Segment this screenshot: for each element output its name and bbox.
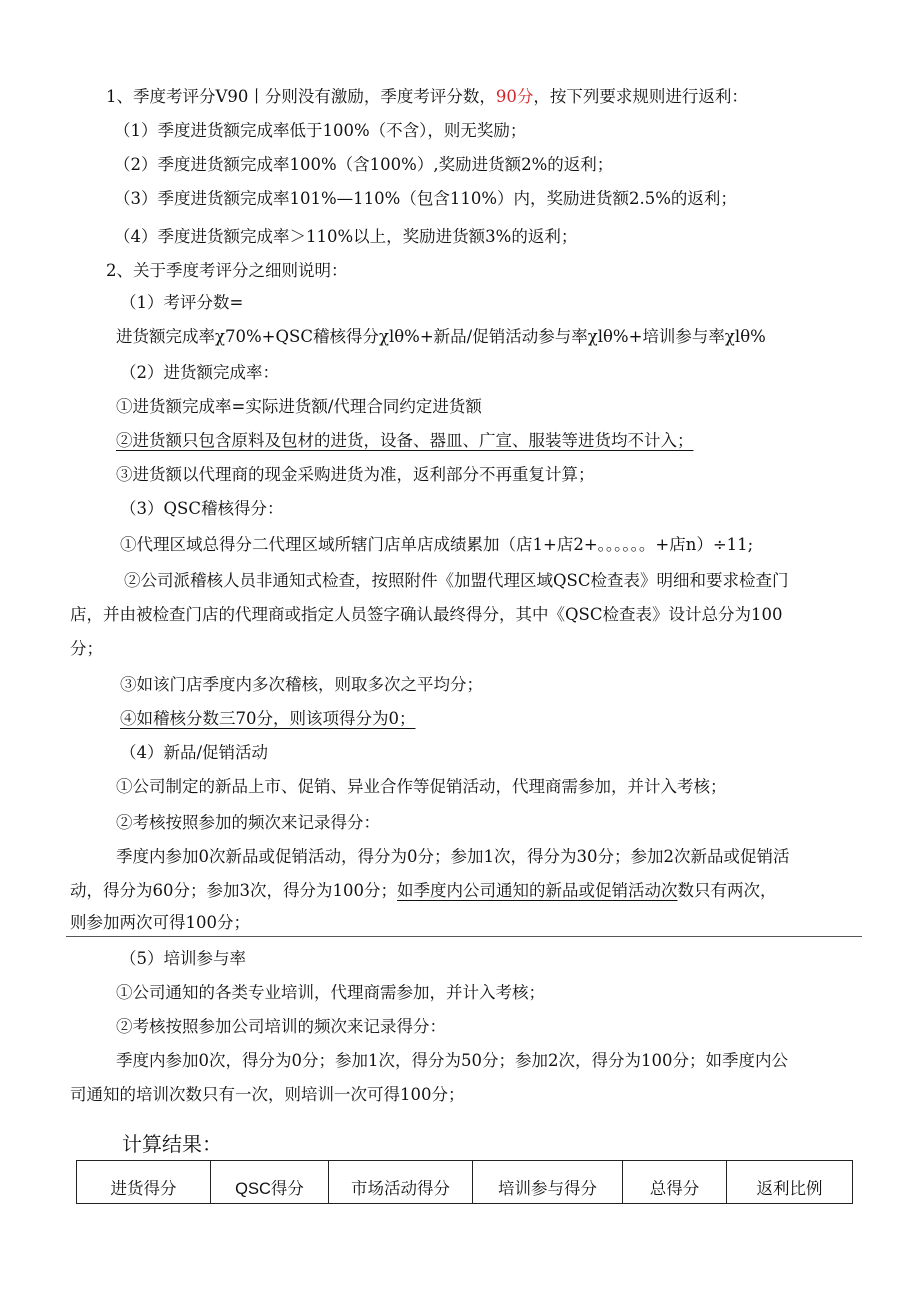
training-item-2: ②考核按照参加公司培训的频次来记录得分： bbox=[116, 1017, 446, 1036]
score-formula: 进货额完成率χ70%+QSC稽核得分χlθ%+新品/促销活动参与率χlθ%+培训参与率χlθ% bbox=[116, 327, 766, 346]
subsection-4-title: （4）新品/促销活动 bbox=[120, 743, 269, 762]
result-header-row bbox=[77, 1161, 853, 1204]
promo-item-2: ②考核按照参加的频次来记录得分： bbox=[116, 813, 380, 832]
qsc-item-2-line-1: ②公司派稽核人员非通知式检查，按照附件《加盟代理区域QSC检查表》明细和要求检查门 bbox=[124, 571, 789, 590]
section-2-heading: 2、关于季度考评分之细则说明： bbox=[106, 261, 348, 280]
training-scoring-line-1: 季度内参加0次，得分为0分；参加1次，得分为50分；参加2次，得分为100分；如季度内公 bbox=[116, 1051, 788, 1070]
rule-item-4: （4）季度进货额完成率＞110%以上，奖励进货额3%的返利； bbox=[114, 227, 578, 246]
promo-scoring-underlined: 如季度内公司通知的新品或促销活动次 bbox=[397, 881, 678, 900]
promo-scoring-line-1: 季度内参加0次新品或促销活动，得分为0分；参加1次，得分为30分；参加2次新品或促销活 bbox=[116, 847, 790, 866]
calculation-result-title: 计算结果： bbox=[122, 1132, 222, 1156]
promo-scoring-plain: 动，得分为60分；参加3次，得分为100分； bbox=[70, 881, 397, 900]
training-item-1: ①公司通知的各类专业培训，代理商需参加，并计入考核； bbox=[116, 983, 545, 1002]
subsection-1-title: （1）考评分数= bbox=[120, 293, 244, 312]
header-purchase-score: 进货得分 bbox=[77, 1161, 211, 1204]
result-table bbox=[76, 1160, 853, 1204]
horizontal-divider bbox=[66, 936, 862, 937]
qsc-item-3: ③如该门店季度内多次稽核，则取多次之平均分； bbox=[120, 675, 483, 694]
header-training-score: 培训参与得分 bbox=[473, 1161, 623, 1204]
header-market-activity-score: 市场活动得分 bbox=[329, 1161, 473, 1204]
header-qsc-score: QSC得分 bbox=[211, 1161, 329, 1204]
purchase-item-2: ②进货额只包含原料及包材的进货，设备、器皿、广宣、服装等进货均不计入； bbox=[116, 431, 694, 450]
subsection-2-title: （2）进货额完成率： bbox=[120, 363, 279, 382]
rule-item-2: （2）季度进货额完成率100%（含100%）,奖励进货额2%的返利； bbox=[114, 155, 614, 174]
promo-scoring-line-2 bbox=[70, 880, 777, 902]
training-scoring-line-2: 司通知的培训次数只有一次，则培训一次可得100分； bbox=[70, 1085, 465, 1104]
subsection-3-title: （3）QSC稽核得分： bbox=[120, 499, 284, 518]
section-1-post: ，按下列要求规则进行返利： bbox=[533, 87, 748, 106]
purchase-item-1: ①进货额完成率=实际进货额/代理合同约定进货额 bbox=[116, 397, 482, 416]
header-rebate-ratio: 返利比例 bbox=[727, 1161, 853, 1204]
qsc-item-4: ④如稽核分数三70分，则该项得分为0； bbox=[120, 709, 416, 728]
rule-item-1: （1）季度进货额完成率低于100%（不含），则无奖励； bbox=[114, 121, 527, 140]
qsc-item-2-line-2: 店，并由被检查门店的代理商或指定人员签字确认最终得分，其中《QSC检查表》设计总分为100 bbox=[70, 605, 783, 624]
promo-item-1: ①公司制定的新品上市、促销、异业合作等促销活动，代理商需参加，并计入考核； bbox=[116, 777, 727, 796]
purchase-item-3: ③进货额以代理商的现金采购进货为准，返利部分不再重复计算； bbox=[116, 465, 595, 484]
qsc-item-1: ①代理区域总得分二代理区域所辖门店单店成绩累加（店1+店2+。。。。。。+店n）÷11; bbox=[120, 535, 754, 554]
header-total-score: 总得分 bbox=[623, 1161, 727, 1204]
section-1-pre: 1、季度考评分V90丨分则没有激励，季度考评分数， bbox=[106, 87, 496, 106]
section-1-score: 90分 bbox=[495, 87, 534, 106]
section-1-heading bbox=[106, 86, 748, 108]
rule-item-3: （3）季度进货额完成率101%—110%（包含110%）内，奖励进货额2.5%的返利； bbox=[114, 189, 737, 208]
qsc-item-2-line-3: 分； bbox=[70, 639, 103, 658]
promo-scoring-line-3: 则参加两次可得100分； bbox=[70, 913, 250, 932]
promo-scoring-tail: 数只有两次， bbox=[677, 881, 777, 900]
subsection-5-title: （5）培训参与率 bbox=[120, 949, 246, 968]
